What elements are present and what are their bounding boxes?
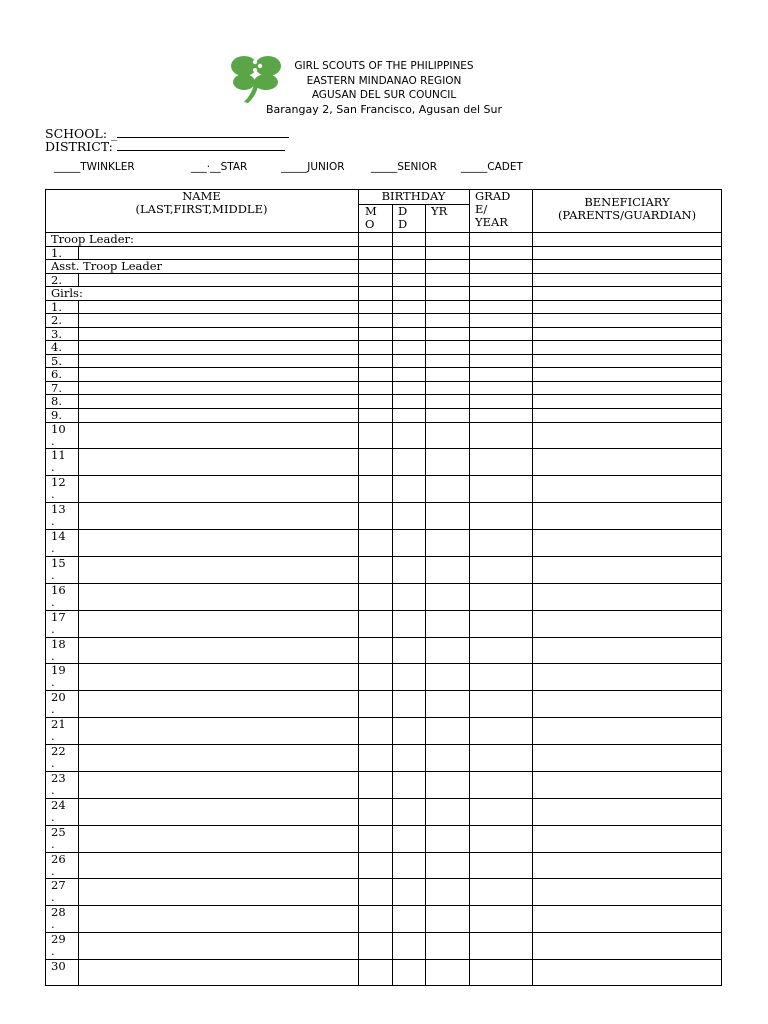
section-label: Asst. Troop Leader <box>51 259 163 273</box>
header-council: AGUSAN DEL SUR COUNCIL <box>311 89 457 101</box>
row-number: 19 <box>51 663 66 677</box>
row-number: 29 <box>51 932 66 946</box>
col-grade-header-2: E/ <box>475 202 488 216</box>
row-number: 4. <box>51 340 62 354</box>
row-number: 28 <box>51 905 66 919</box>
level-cadet[interactable]: _____CADET <box>461 161 523 173</box>
row-number-dot: . <box>51 864 55 878</box>
row-number-dot: . <box>51 568 55 582</box>
row-number: 14 <box>51 529 66 543</box>
row-number-dot: . <box>51 595 55 609</box>
row-number-dot: . <box>51 460 55 474</box>
table-grid <box>45 189 722 986</box>
district-label: DISTRICT: <box>45 139 113 154</box>
level-junior[interactable]: _____JUNIOR <box>281 161 345 173</box>
row-number-dot: . <box>51 837 55 851</box>
header-org-name: GIRL SCOUTS OF THE PHILIPPINES <box>294 60 474 72</box>
row-number-dot: . <box>51 944 55 958</box>
col-beneficiary-subheader: (PARENTS/GUARDIAN) <box>557 208 697 222</box>
row-number: 5. <box>51 354 62 368</box>
row-number-dot: . <box>51 890 55 904</box>
row-number: 17 <box>51 610 66 624</box>
row-number: 9. <box>51 408 62 422</box>
col-grade-header-1: GRAD <box>475 189 511 203</box>
row-number-dot: . <box>51 649 55 663</box>
row-number: 20 <box>51 690 66 704</box>
section-label: Troop Leader: <box>51 232 134 246</box>
level-star[interactable]: ___·__STAR <box>191 161 248 173</box>
row-number-dot: . <box>51 783 55 797</box>
col-name-subheader: (LAST,FIRST,MIDDLE) <box>135 202 268 216</box>
row-number-dot: . <box>51 434 55 448</box>
row-number: 12 <box>51 475 66 489</box>
col-beneficiary-header: BENEFICIARY <box>584 195 670 209</box>
row-number-dot: . <box>51 541 55 555</box>
row-number: 27 <box>51 878 66 892</box>
row-number-dot: . <box>51 675 55 689</box>
row-number-dot: . <box>51 756 55 770</box>
row-number-dot: . <box>51 514 55 528</box>
row-number-dot: . <box>51 917 55 931</box>
row-number: 24 <box>51 798 66 812</box>
row-number: 15 <box>51 556 66 570</box>
school-label: SCHOOL: _ <box>45 126 118 141</box>
district-input-line[interactable] <box>117 139 285 151</box>
row-number: 22 <box>51 744 66 758</box>
col-dd-header-2: D <box>398 217 408 231</box>
row-number: 7. <box>51 381 62 395</box>
row-number: 2. <box>51 273 62 287</box>
roster-table <box>45 189 722 986</box>
level-twinkler[interactable]: _____TWINKLER <box>54 161 135 173</box>
level-senior[interactable]: _____SENIOR <box>371 161 438 173</box>
header-region: EASTERN MINDANAO REGION <box>306 75 462 87</box>
header-address: Barangay 2, San Francisco, Agusan del Sur <box>265 103 502 116</box>
row-number: 6. <box>51 367 62 381</box>
row-number-dot: . <box>51 729 55 743</box>
row-number: 23 <box>51 771 66 785</box>
row-number-dot: . <box>51 702 55 716</box>
row-number: 11 <box>51 448 66 462</box>
col-yr-header: YR <box>431 204 448 218</box>
row-number: 18 <box>51 637 66 651</box>
school-input-line[interactable] <box>117 126 289 138</box>
col-birthday-header: BIRTHDAY <box>381 189 446 203</box>
section-label: Girls: <box>51 286 83 300</box>
row-number: 1. <box>51 300 62 314</box>
row-number: 1. <box>51 246 62 260</box>
row-number: 8. <box>51 394 62 408</box>
col-mo-header-2: O <box>365 217 375 231</box>
col-dd-header-1: D <box>398 204 408 218</box>
row-number: 13 <box>51 502 66 516</box>
table-border <box>46 190 722 986</box>
district-field <box>45 139 285 154</box>
row-number: 26 <box>51 852 66 866</box>
row-number: 30 <box>51 959 66 973</box>
row-number: 16 <box>51 583 66 597</box>
col-mo-header-1: M <box>365 204 377 218</box>
col-grade-header-3: YEAR <box>475 215 508 229</box>
row-number: 3. <box>51 327 62 341</box>
row-number: 21 <box>51 717 66 731</box>
col-name-header: NAME <box>182 189 221 203</box>
row-number-dot: . <box>51 810 55 824</box>
row-number: 2. <box>51 313 62 327</box>
row-number-dot: . <box>51 622 55 636</box>
row-number: 10 <box>51 422 66 436</box>
row-number-dot: . <box>51 487 55 501</box>
row-number: 25 <box>51 825 66 839</box>
